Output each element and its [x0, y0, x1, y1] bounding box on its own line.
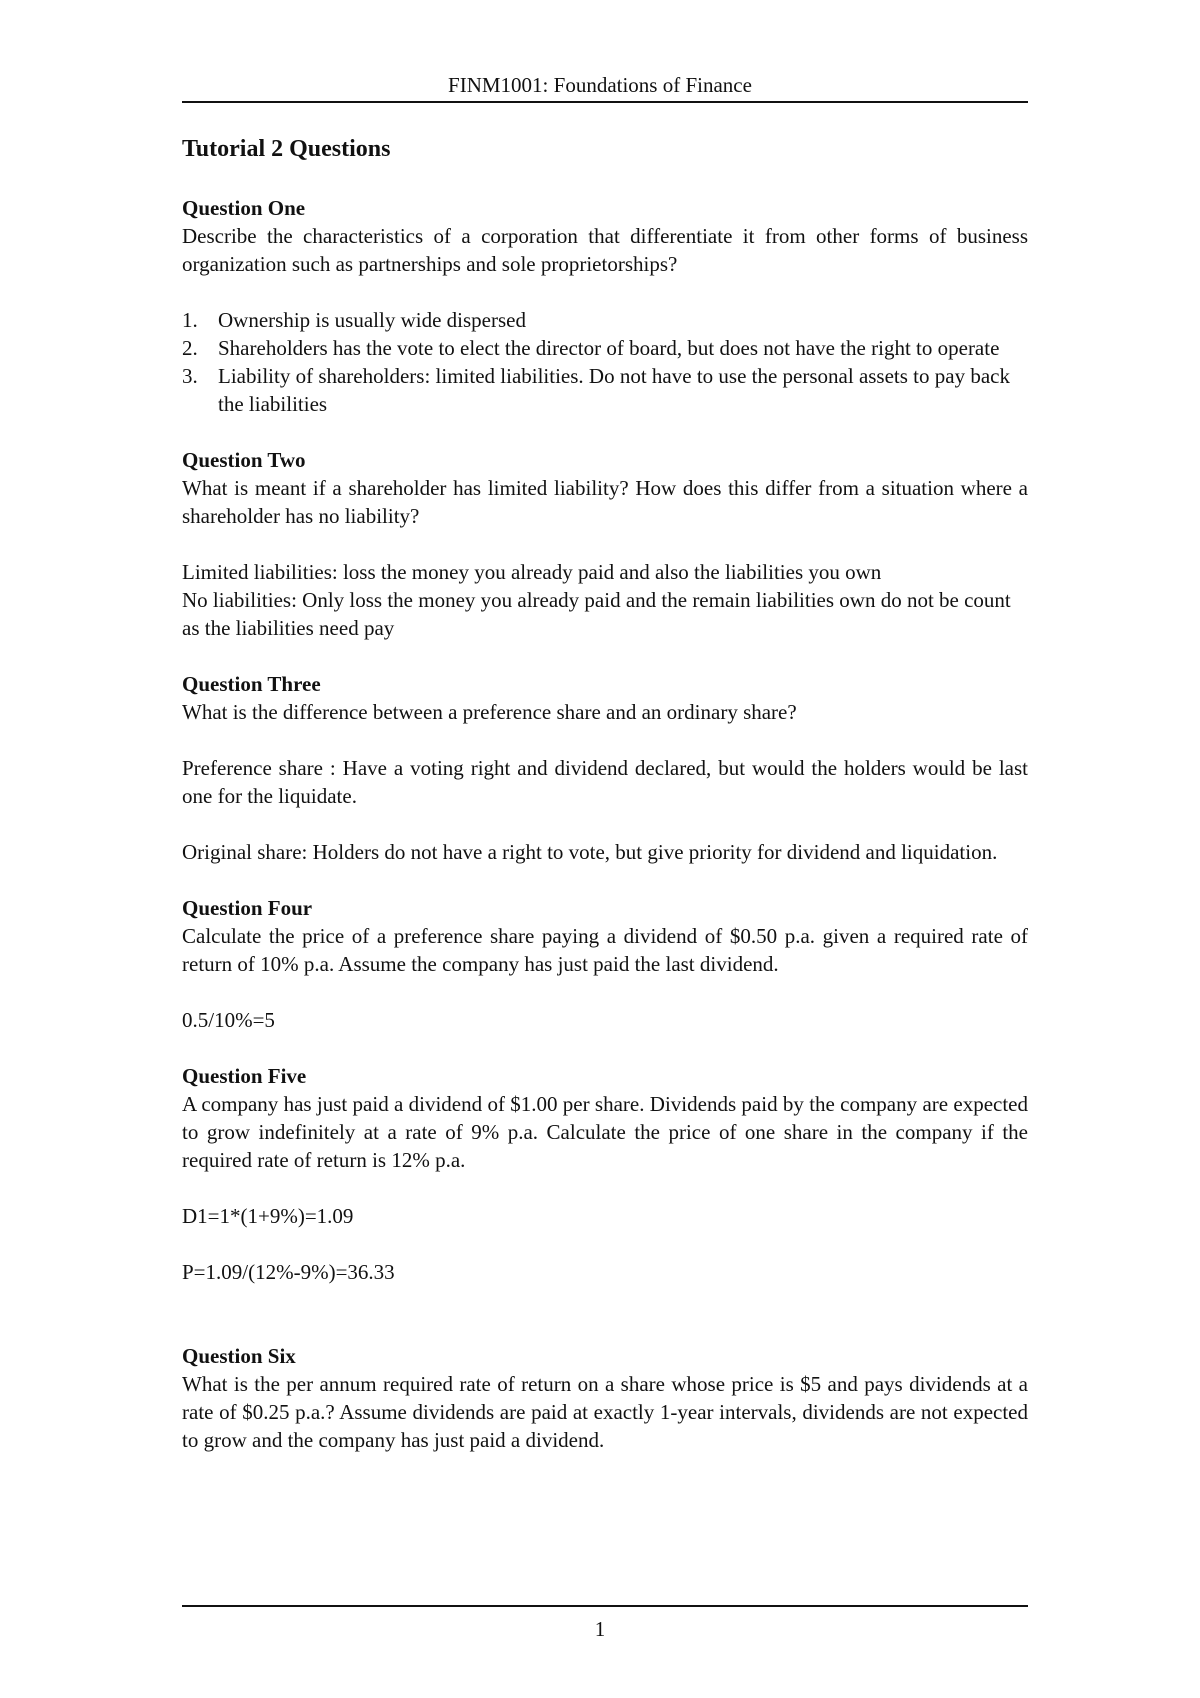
question-three — [182, 670, 1028, 866]
question-two — [182, 446, 1028, 642]
question-text: What is meant if a shareholder has limited liability? How does this differ from a situation where a shareholder has no liability? — [182, 476, 1028, 528]
header-divider — [182, 101, 1028, 103]
answer-text: 0.5/10%=5 — [182, 1008, 275, 1032]
question-text: What is the per annum required rate of return on a share whose price is $5 and pays dividends at a rate of $0.25 p.a.? Assume dividends are paid at exactly 1-year intervals, dividends are not expected to grow and the company has just paid a dividend. — [182, 1372, 1028, 1452]
answer-list — [182, 306, 1028, 418]
question-five — [182, 1062, 1028, 1286]
question-six — [182, 1342, 1028, 1454]
list-item — [182, 306, 1028, 334]
footer-divider — [182, 1605, 1028, 1607]
list-item-text: Shareholders has the vote to elect the director of board, but does not have the right to operate — [218, 336, 1000, 360]
question-text: Calculate the price of a preference share paying a dividend of $0.50 p.a. given a required rate of return of 10% p.a. Assume the company has just paid the last dividend. — [182, 924, 1028, 976]
question-one — [182, 194, 1028, 418]
list-item — [182, 334, 1028, 362]
answer-text: Limited liabilities: loss the money you already paid and also the liabilities you own — [182, 560, 882, 584]
list-number: 2. — [182, 336, 198, 360]
question-heading: Question Five — [182, 1064, 307, 1088]
list-number: 1. — [182, 308, 198, 332]
question-text: Describe the characteristics of a corporation that differentiate it from other forms of business organization such as partnerships and sole proprietorships? — [182, 224, 1028, 276]
page-content — [182, 134, 1028, 1482]
list-number: 3. — [182, 364, 198, 388]
question-heading: Question Four — [182, 896, 313, 920]
list-item-text: Ownership is usually wide dispersed — [218, 308, 526, 332]
header-course-title: FINM1001: Foundations of Finance — [448, 73, 752, 97]
document-title: Tutorial 2 Questions — [182, 136, 391, 162]
question-four — [182, 894, 1028, 1034]
question-heading: Question Six — [182, 1344, 296, 1368]
answer-text: P=1.09/(12%-9%)=36.33 — [182, 1260, 395, 1284]
list-item-text: Liability of shareholders: limited liabilities. Do not have to use the personal assets to pay back the liabilities — [218, 364, 1010, 416]
answer-text: No liabilities: Only loss the money you already paid and the remain liabilities own do not be count as the liabilities need pay — [182, 588, 1011, 640]
question-heading: Question Two — [182, 448, 306, 472]
answer-text: Preference share : Have a voting right and dividend declared, but would the holders would be last one for the liquidate. — [182, 756, 1028, 808]
question-heading: Question Three — [182, 672, 321, 696]
answer-text: Original share: Holders do not have a right to vote, but give priority for dividend and liquidation. — [182, 840, 998, 864]
list-item — [182, 362, 1028, 418]
question-heading: Question One — [182, 196, 306, 220]
question-text: A company has just paid a dividend of $1.00 per share. Dividends paid by the company are expected to grow indefinitely at a rate of 9% p.a. Calculate the price of one share in the company if the required rate of return is 12% p.a. — [182, 1092, 1028, 1172]
page-number: 1 — [594, 1617, 606, 1641]
answer-text: D1=1*(1+9%)=1.09 — [182, 1204, 354, 1228]
question-text: What is the difference between a preference share and an ordinary share? — [182, 700, 797, 724]
